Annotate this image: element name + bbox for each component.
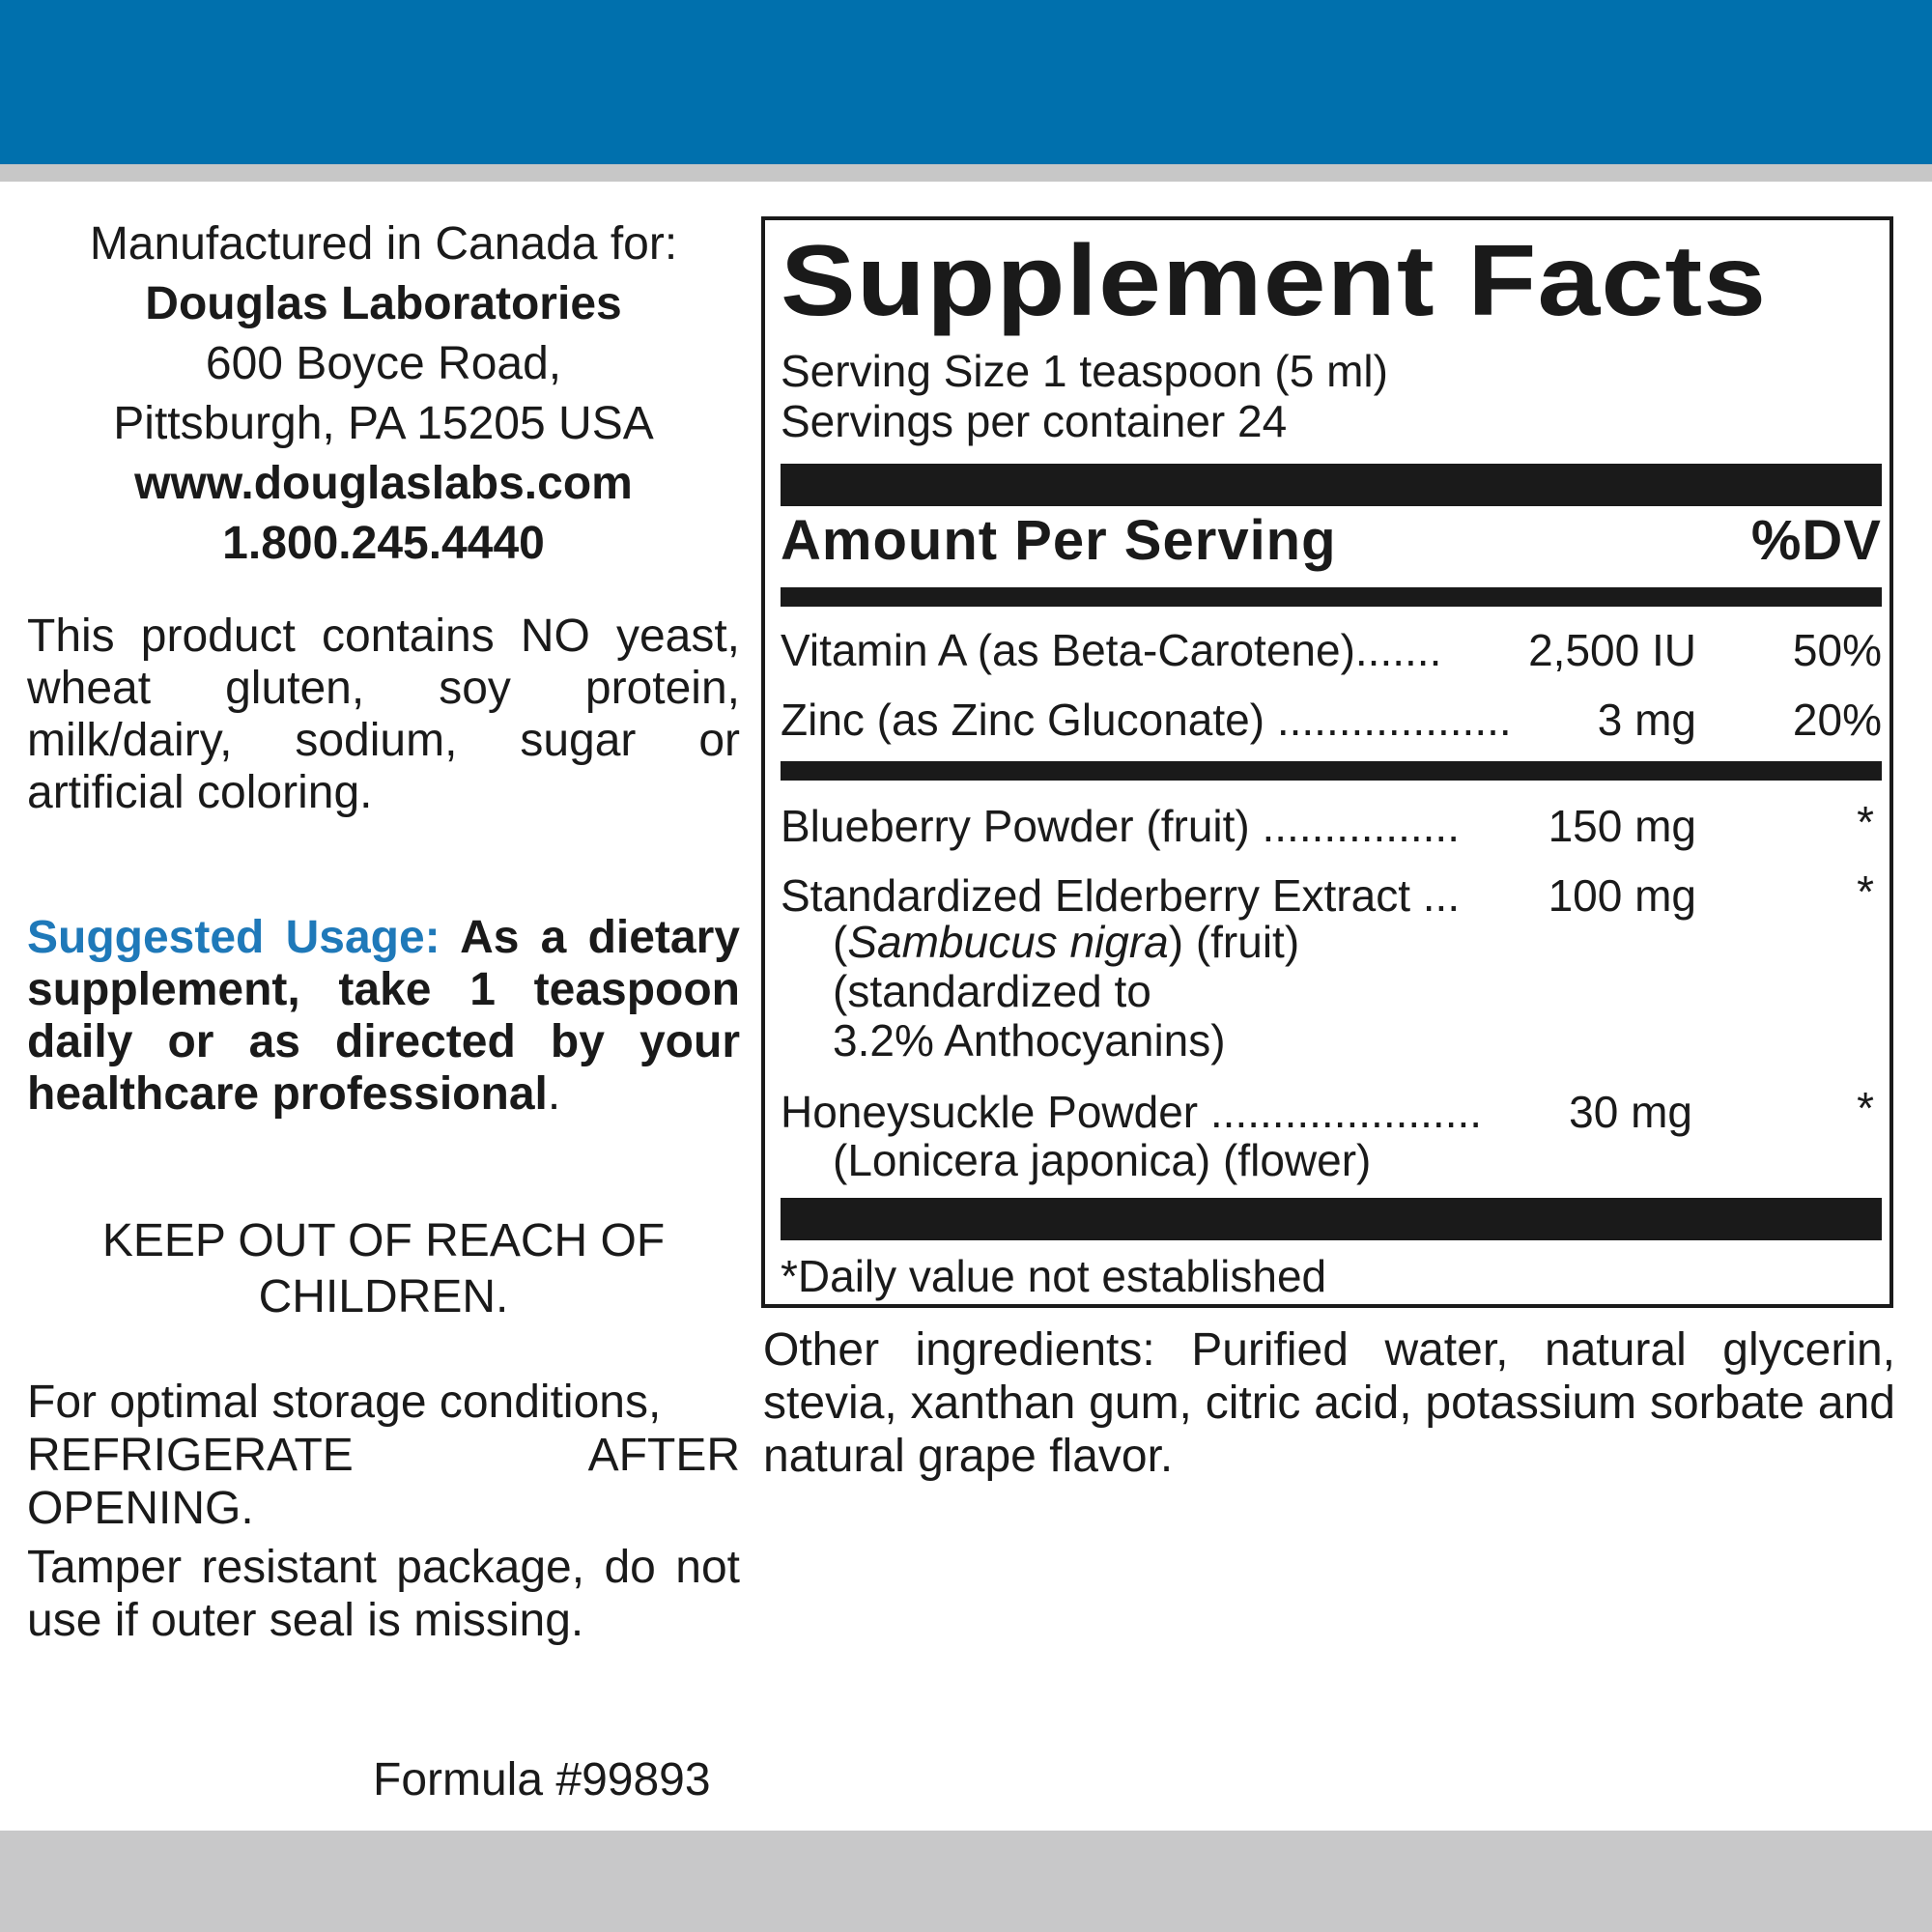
ingredient-amount: 30 mg <box>1569 1087 1692 1137</box>
nutrient-name: Zinc (as Zinc Gluconate) ................... <box>781 695 1512 745</box>
ingredient-name: Blueberry Powder (fruit) ................ <box>781 801 1460 851</box>
ingredient-dv: * <box>1857 797 1874 847</box>
top-gray-stripe <box>0 164 1932 182</box>
medium-divider <box>781 761 1882 781</box>
amount-header-row <box>781 508 1882 570</box>
other-ingredients: Other ingredients: Purified water, natural glycerin, stevia, xanthan gum, citric acid, potassium sorbate and natural grape flavor. <box>763 1324 1895 1482</box>
allergen-notice: This product contains NO yeast, wheat gluten, soy protein, milk/dairy, sodium, sugar or artificial coloring. <box>27 611 740 818</box>
thick-divider <box>781 464 1882 506</box>
medium-divider <box>781 587 1882 607</box>
ingredient-dv: * <box>1857 867 1874 917</box>
suggested-usage <box>27 912 740 1121</box>
storage-instructions <box>27 1376 740 1647</box>
keep-out-line1: KEEP OUT OF REACH OF <box>101 1215 666 1266</box>
ingredient-dv: * <box>1857 1083 1874 1133</box>
top-color-band <box>0 0 1932 164</box>
serving-info <box>781 346 1388 446</box>
facts-title: Supplement Facts <box>781 225 1768 337</box>
formula-number: Formula #99893 <box>373 1754 711 1805</box>
city-address: Pittsburgh, PA 15205 USA <box>113 398 654 449</box>
nutrient-dv: 50% <box>1792 625 1882 675</box>
ingredient-subtext: (Lonicera japonica) (flower) <box>833 1135 1372 1185</box>
keep-out-warning <box>27 1213 740 1325</box>
daily-value-footnote: *Daily value not established <box>781 1251 1327 1301</box>
servings-per-container: Servings per container 24 <box>781 396 1288 446</box>
street-address: 600 Boyce Road, <box>205 338 562 389</box>
thick-divider <box>781 1198 1882 1240</box>
company-name: Douglas Laboratories <box>145 278 622 329</box>
usage-text: As a dietary supplement, take 1 teaspoon daily or as directed by your healthcare professional <box>27 912 740 1120</box>
ingredient-subtext: (Sambucus nigra) (fruit) (standardized to 3.2% Anthocyanins) <box>833 917 1300 1065</box>
ingredient-amount: 100 mg <box>1548 870 1696 921</box>
usage-label: Suggested Usage: <box>27 912 440 963</box>
manufacturer-block <box>27 214 740 574</box>
ingredient-name: Standardized Elderberry Extract ... <box>781 870 1461 921</box>
website: www.douglaslabs.com <box>134 458 633 509</box>
latin-name: Sambucus nigra <box>847 917 1169 967</box>
supplement-facts-panel <box>761 216 1893 1308</box>
dv-header: %DV <box>1750 509 1882 572</box>
ingredient-name: Honeysuckle Powder ...................... <box>781 1087 1483 1137</box>
storage-line2: REFRIGERATE AFTER OPENING. <box>27 1430 740 1534</box>
left-column <box>27 214 740 1647</box>
nutrient-amount: 3 mg <box>1597 695 1696 745</box>
keep-out-line2: CHILDREN. <box>258 1271 509 1322</box>
ingredient-amount: 150 mg <box>1548 801 1696 851</box>
storage-line1: For optimal storage conditions, <box>27 1377 662 1428</box>
nutrient-name: Vitamin A (as Beta-Carotene)....... <box>781 625 1442 675</box>
usage-period: . <box>547 1068 561 1120</box>
serving-size: Serving Size 1 teaspoon (5 ml) <box>781 346 1388 396</box>
phone-number: 1.800.245.4440 <box>222 518 545 569</box>
tamper-notice: Tamper resistant package, do not use if outer seal is missing. <box>27 1542 740 1646</box>
nutrient-dv: 20% <box>1792 695 1882 745</box>
bottom-gray-band <box>0 1831 1932 1932</box>
nutrient-amount: 2,500 IU <box>1528 625 1696 675</box>
amount-header: Amount Per Serving <box>781 509 1337 572</box>
manufacturer-line: Manufactured in Canada for: <box>89 218 678 270</box>
